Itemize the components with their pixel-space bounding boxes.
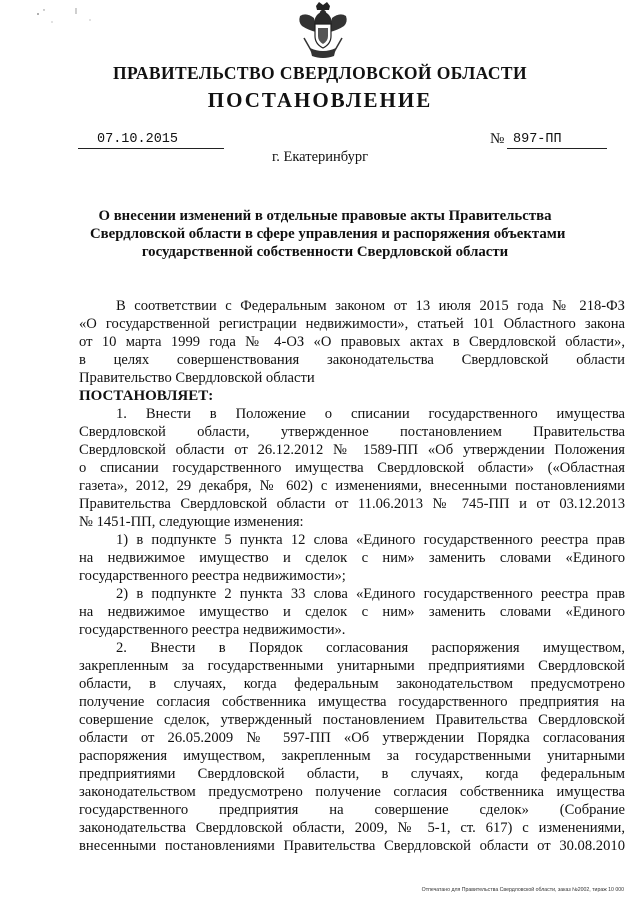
coat-of-arms-icon <box>296 2 350 60</box>
document-type: ПОСТАНОВЛЕНИЕ <box>207 88 433 112</box>
body-line: государственного предприятия на совершение сделок» (Собрание <box>79 802 625 818</box>
body-line: области, в случаях, когда федеральным законодательством предусмотрено <box>79 676 625 692</box>
body-line: законодательством предусмотрено получение согласия собственника имущества <box>79 784 625 800</box>
scan-speck-marks <box>30 4 110 34</box>
body-line: от 10 марта 1999 года № 4-ОЗ «О правовых актах в Свердловской области», <box>79 334 625 350</box>
body-line: 1) в подпункте 5 пункта 12 слова «Единого государственного реестра прав <box>116 532 625 548</box>
body-line: Свердловской области от 26.12.2012 № 1589-ПП «Об утверждении Положения <box>79 442 625 458</box>
body-line: «О государственной регистрации недвижимости», статьей 101 Областного закона <box>79 316 625 332</box>
body-line: получение согласия собственника имущества государственного предприятия на <box>79 694 625 710</box>
body-line: совершение сделок, утвержденный постановлением Правительства Свердловской <box>79 712 625 728</box>
city: г. Екатеринбург <box>271 149 369 165</box>
title-line: О внесении изменений в отдельные правовые акты Правительства <box>98 208 552 224</box>
body-line: распоряжения имуществом, закрепленным за государственными унитарными <box>79 748 625 764</box>
body-line: В соответствии с Федеральным законом от 13 июля 2015 года № 218-ФЗ <box>116 298 625 314</box>
body-line: предприятиями Свердловской области, в случаях, когда федеральным <box>79 766 625 782</box>
body-line: № 1451-ПП, следующие изменения: <box>79 514 304 530</box>
document-title <box>90 207 566 261</box>
body-line: Правительства Свердловской области от 11.06.2013 № 745-ПП и от 03.12.2013 <box>79 496 625 512</box>
title-line: Свердловской области в сфере управления и распоряжения объектами <box>90 226 566 242</box>
document-body <box>79 297 625 855</box>
body-line: 2. Внести в Порядок согласования распоряжения имуществом, <box>116 640 625 656</box>
body-line: области от 26.05.2009 № 597-ПП «Об утверждении Порядка согласования <box>79 730 625 746</box>
body-line: государственного реестра недвижимости». <box>79 622 346 638</box>
body-line: 1. Внести в Положение о списании государственного имущества <box>116 406 625 422</box>
body-line: в целях совершенствования законодательства Свердловской области <box>79 352 625 368</box>
body-line: о списании государственного имущества Свердловской области» («Областная <box>79 460 625 476</box>
body-line: внесенными постановлениями Правительства Свердловской области от 30.08.2010 <box>79 838 625 854</box>
body-line: государственного реестра недвижимости»; <box>79 568 346 584</box>
print-footer: Отпечатано для Правительства Свердловской области, заказ №2002, тираж 10 000 <box>421 887 624 893</box>
title-line: государственной собственности Свердловской области <box>141 244 509 260</box>
body-line: 2) в подпункте 2 пункта 33 слова «Единого государственного реестра прав <box>116 586 625 602</box>
government-name: ПРАВИТЕЛЬСТВО СВЕРДЛОВСКОЙ ОБЛАСТИ <box>113 63 527 83</box>
body-line: на недвижимое имущество и сделок с ним» заменить словами «Единого <box>79 604 625 620</box>
document-date: 07.10.2015 <box>97 132 179 147</box>
body-line: Свердловской области, утвержденное постановлением Правительства <box>79 424 625 440</box>
resolves-heading: ПОСТАНОВЛЯЕТ: <box>79 388 214 404</box>
body-line: законодательства Свердловской области, 2009, № 5-1, ст. 617) с изменениями, <box>79 820 625 836</box>
document-number: 897-ПП <box>513 132 562 147</box>
body-line: Правительство Свердловской области <box>79 370 315 386</box>
body-line: закрепленным за государственными унитарными предприятиями Свердловской <box>79 658 625 674</box>
body-line: на недвижимое имущество и сделок с ним» заменить словами «Единого <box>79 550 625 566</box>
body-line: газета», 2012, 29 декабря, № 602) с изменениями, внесенными постановлениями <box>79 478 625 494</box>
number-sign: № <box>490 131 505 147</box>
